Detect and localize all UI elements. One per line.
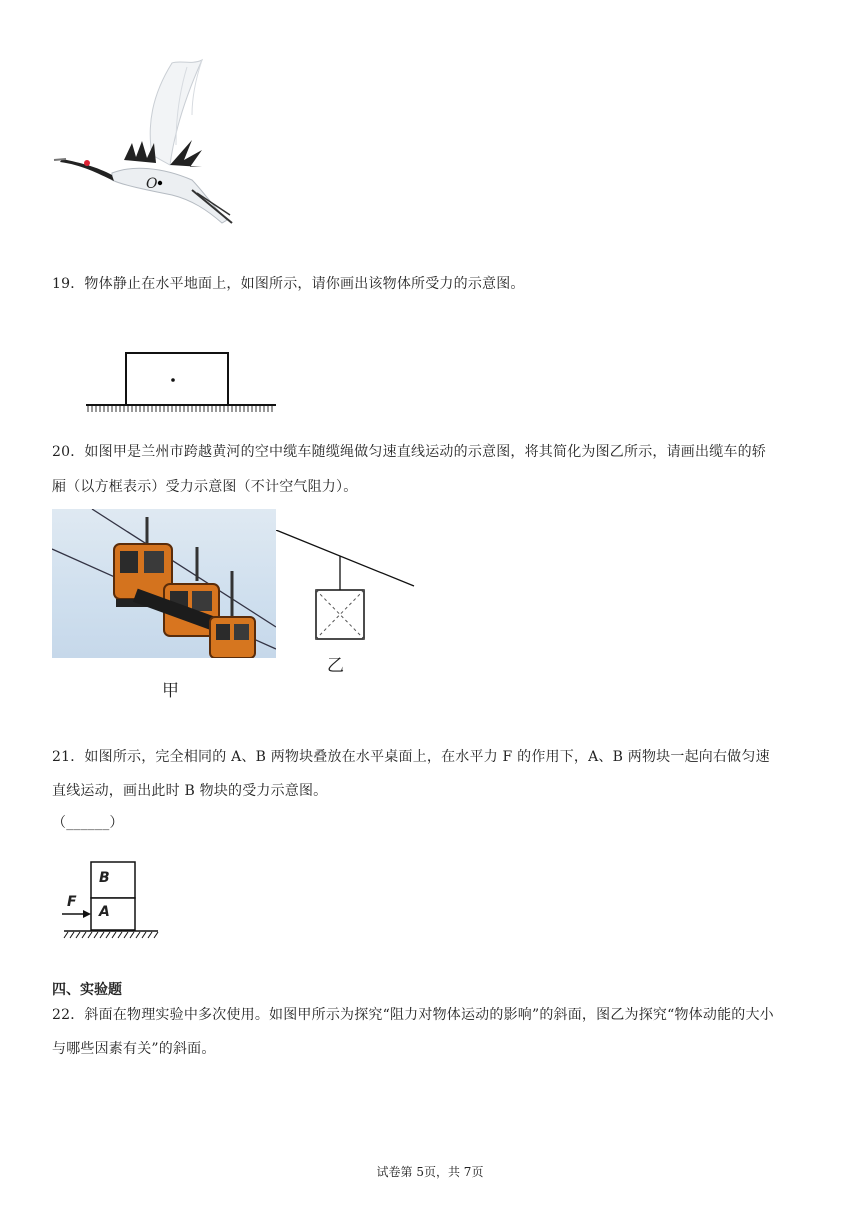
fig-jia-label: 甲 <box>162 681 179 701</box>
question-22-line1: 22．斜面在物理实验中多次使用。如图甲所示为探究“阻力对物体运动的影响”的斜面，图乙为探究“物体动能的大小 <box>52 1007 774 1023</box>
page-footer: 试卷第 5页，共 7页 <box>376 1165 484 1179</box>
question-19: 19．物体静止在水平地面上，如图所示，请你画出该物体所受力的示意图。 <box>52 276 525 292</box>
section-title: 四、实验题 <box>52 982 122 998</box>
crane-figure <box>52 55 242 230</box>
question-21-line2: 直线运动，画出此时 B 物块的受力示意图。 <box>52 783 328 799</box>
question-22-line2: 与哪些因素有关”的斜面。 <box>52 1041 216 1057</box>
cable-car-diagram <box>276 530 416 645</box>
question-20-line2: 厢（以方框表示）受力示意图（不计空气阻力）。 <box>52 479 358 495</box>
question-21-line1: 21．如图所示，完全相同的 A、B 两物块叠放在水平桌面上，在水平力 F 的作用下，A、B 两物块一起向右做匀速 <box>52 749 770 765</box>
block-a-label: A <box>99 904 110 920</box>
block-b-label: B <box>99 870 110 886</box>
answer-blank[interactable]: （______） <box>52 815 124 831</box>
cable-car-photo <box>52 509 276 658</box>
force-f-label: F <box>67 894 77 910</box>
crane-point-label: O <box>146 176 158 192</box>
question-20-line1: 20．如图甲是兰州市跨越黄河的空中缆车随缆绳做匀速直线运动的示意图，将其简化为图乙所示，请画出缆车的轿 <box>52 444 767 460</box>
fig-yi-label: 乙 <box>327 656 344 676</box>
q19-figure <box>86 348 278 414</box>
